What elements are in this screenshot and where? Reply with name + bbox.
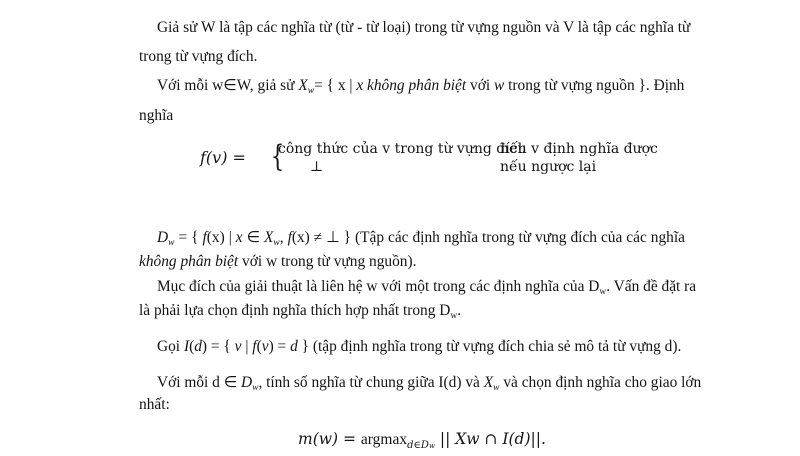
text: Gọi: [157, 338, 184, 355]
cases-brace: {: [270, 139, 285, 174]
math-symbol-d: d: [194, 338, 202, 355]
text: .: [457, 302, 462, 319]
text: = { x |: [314, 77, 357, 94]
text: w: [428, 442, 435, 450]
math-symbol-X: X: [483, 374, 494, 391]
math-symbol-f: f: [202, 229, 207, 246]
math-symbol-x: x: [235, 229, 243, 246]
text: , tính số nghĩa từ chung giữa I(d) và: [258, 374, 484, 391]
math-symbol-d: D: [157, 229, 169, 246]
text: và chọn định nghĩa cho giao lớn: [499, 374, 702, 391]
subscript: w: [493, 383, 500, 393]
argmax-subscript: [407, 440, 435, 451]
paragraph-2-line-1: [157, 77, 685, 95]
paragraph-3-line-2: [139, 253, 416, 271]
text: (: [189, 338, 195, 355]
text: trong từ vựng đích.: [139, 48, 258, 65]
subscript: w: [307, 86, 315, 96]
formula-lhs: m(w) =: [298, 430, 361, 448]
text: = {: [174, 229, 203, 246]
case-2-condition: nếu ngược lại: [500, 159, 597, 175]
text: trong từ vựng nguồn }. Định: [504, 77, 685, 94]
paragraph-6-line-1: [157, 374, 702, 393]
paragraph-5: [157, 338, 681, 356]
text: Mục đích của giải thuật là liên hệ w với một trong các định nghĩa của D: [157, 278, 600, 295]
text: là phải lựa chọn định nghĩa thích hợp nhất trong D: [139, 302, 451, 319]
formula-m-argmax: [298, 430, 546, 449]
math-symbol-f: f: [287, 229, 292, 246]
subscript: w: [252, 383, 259, 393]
italic-text: x không phân biệt: [356, 77, 467, 94]
text: Với mỗi w∈W, giả sử: [157, 77, 299, 94]
italic-text: không phân biệt: [139, 253, 239, 270]
case-2-value: ⊥: [310, 159, 324, 175]
text: ,: [279, 229, 288, 246]
subscript: w: [599, 287, 607, 297]
case-1-condition: nếu v định nghĩa được: [500, 141, 658, 157]
text: nhất:: [139, 396, 170, 413]
paragraph-2-line-2: [139, 107, 173, 125]
text: (: [256, 338, 262, 355]
text: . Vấn đề đặt ra: [606, 278, 697, 295]
subscript: w: [168, 238, 175, 248]
paragraph-6-line-2: [139, 396, 170, 414]
math-symbol-i: I: [183, 338, 190, 355]
text: |: [241, 338, 253, 355]
paragraph-3-line-1: [157, 229, 685, 247]
text: ) = {: [201, 338, 235, 355]
paragraph-4-line-2: [139, 302, 461, 320]
text: ∈: [242, 229, 264, 246]
formula-rhs: || Xw ∩ I(d)||.: [434, 430, 546, 448]
argmax-operator: argmax: [360, 431, 408, 448]
text: ) =: [268, 338, 291, 355]
text: với: [466, 77, 494, 94]
subscript: w: [273, 238, 280, 248]
math-symbol-v: v: [261, 338, 269, 355]
math-symbol-d: d: [290, 338, 298, 355]
math-symbol-d: D: [240, 374, 253, 391]
case-1-value: công thức của v trong từ vựng đích: [278, 141, 527, 157]
math-symbol-v: v: [234, 338, 242, 355]
text: Giả sử W là tập các nghĩa từ (từ - từ loại) trong từ vựng nguồn và V là tập các nghĩa từ: [157, 19, 691, 36]
paragraph-1-line-2: [139, 48, 257, 66]
text: } (tập định nghĩa trong từ vựng đích chia sẻ mô tả từ vựng d).: [297, 338, 682, 355]
text: với w trong từ vựng nguồn).: [238, 253, 417, 270]
subscript: w: [450, 311, 458, 321]
paragraph-1-line-1: [157, 19, 691, 37]
italic-text: w: [493, 77, 505, 94]
formula-lhs: f(v) =: [200, 148, 246, 167]
math-symbol-f: f: [252, 338, 257, 355]
text: Với mỗi d ∈: [157, 374, 241, 391]
text: (x) |: [206, 229, 236, 246]
math-symbol-x: X: [298, 77, 308, 94]
paragraph-4-line-1: [157, 278, 697, 297]
text: d∈D: [407, 440, 429, 451]
text: (x) ≠ ⊥ } (Tập các định nghĩa trong từ vựng đích của các nghĩa: [291, 229, 685, 246]
text: nghĩa: [139, 107, 174, 124]
math-symbol-X: X: [263, 229, 274, 246]
formula-f-definition: [200, 138, 660, 178]
